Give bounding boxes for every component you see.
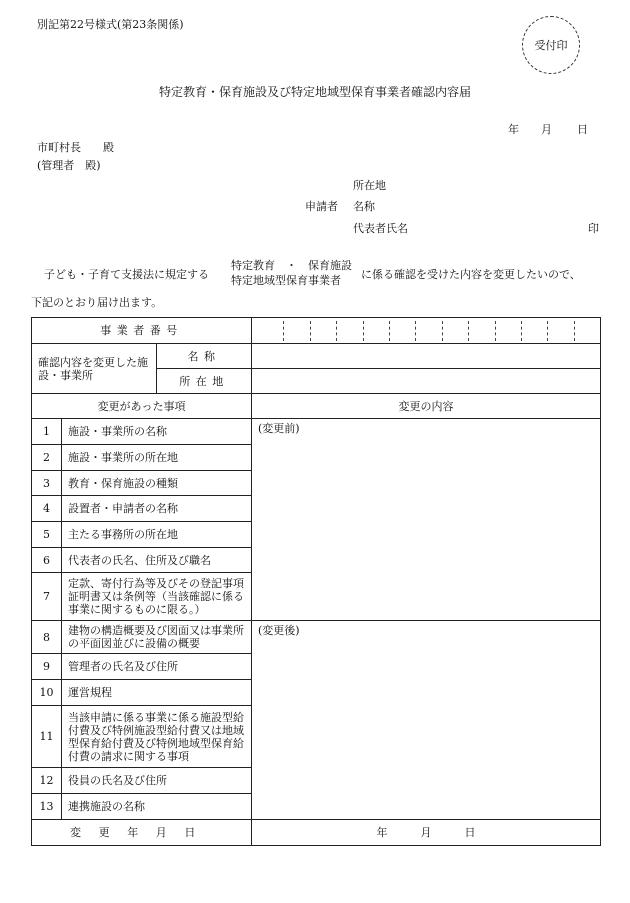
change-form-table [31,317,601,846]
item-number: 5 [32,522,62,548]
item-text: 主たる事務所の所在地 [62,522,252,548]
change-date-label: 変更年月日 [32,820,252,846]
applicant-group-label: 申請者 [305,200,338,213]
item-text: 施設・事業所の所在地 [62,445,252,471]
item-number: 4 [32,496,62,522]
changed-items-header: 変更があった事項 [32,394,252,419]
header-row [32,394,601,419]
page-title: 特定教育・保育施設及び特定地域型保育事業者確認内容届 [158,85,471,99]
item-text: 運営規程 [62,680,252,706]
change-before-label: (変更前) [258,422,300,435]
item-number: 10 [32,680,62,706]
business-number-row [32,318,601,344]
change-after-cell[interactable] [252,621,601,820]
date-day: 日 [577,123,588,136]
item-number: 11 [32,706,62,768]
item-text: 教育・保育施設の種類 [62,471,252,496]
item-text: 当該申請に係る事業に係る施設型給付費及び特例施設型給付費又は地域型保育給付費及び特例地域型保育給付費の請求に関する事項 [62,706,252,768]
facility-location-input[interactable] [252,369,601,394]
item-text: 建物の構造概要及び図面又は事業所の平面図並びに設備の概要 [62,621,252,654]
facility-location-label: 所在地 [157,369,252,394]
applicant-name-label: 名称 [353,200,375,213]
date-month: 月 [541,123,552,136]
business-number-label: 事業者番号 [32,318,252,344]
item-row [32,621,601,654]
facility-name-label: 名称 [157,344,252,369]
item-text: 管理者の氏名及び住所 [62,654,252,680]
item-text: 定款、寄付行為等及びその登記事項証明書又は条例等（当該確認に係る事業に関するものに限る。） [62,573,252,621]
change-date-input[interactable]: 年 月 日 [252,820,601,846]
intro-part1: 子ども・子育て支援法に規定する [44,268,209,281]
intro-options [231,258,352,288]
applicant-rep-label: 代表者氏名 [353,222,408,235]
facility-label: 確認内容を変更した施設・事業所 [32,344,157,394]
item-text: 連携施設の名称 [62,794,252,820]
addressee-manager: (管理者 殿) [37,159,101,172]
item-number: 2 [32,445,62,471]
business-number-digit-cells [258,321,600,341]
item-number: 9 [32,654,62,680]
change-after-label: (変更後) [258,624,300,637]
item-number: 1 [32,419,62,445]
facility-name-row [32,344,601,369]
item-number: 3 [32,471,62,496]
item-number: 13 [32,794,62,820]
change-content-header: 変更の内容 [252,394,601,419]
intro-option-1: 特定教育 ・ 保育施設 [231,259,352,272]
facility-name-input[interactable] [252,344,601,369]
item-text: 代表者の氏名、住所及び職名 [62,548,252,573]
intro-part2: に係る確認を受けた内容を変更したいので、 [361,268,581,281]
addressee-mayor: 市町村長 殿 [37,141,114,154]
date-year: 年 [508,123,519,136]
form-id: 別記第22号様式(第23条関係) [37,18,184,31]
item-text: 施設・事業所の名称 [62,419,252,445]
intro-option-2: 特定地域型保育事業者 [231,274,341,287]
item-number: 8 [32,621,62,654]
item-number: 6 [32,548,62,573]
item-text: 役員の氏名及び住所 [62,768,252,794]
reception-stamp: 受付印 [522,16,580,74]
item-row [32,419,601,445]
item-number: 12 [32,768,62,794]
business-number-input[interactable] [252,318,601,344]
item-number: 7 [32,573,62,621]
applicant-address-label: 所在地 [353,179,386,192]
item-text: 設置者・申請者の名称 [62,496,252,522]
intro-line2: 下記のとおり届け出ます。 [31,296,163,309]
change-date-row [32,820,601,846]
change-before-cell[interactable] [252,419,601,621]
seal-mark: 印 [588,222,599,235]
